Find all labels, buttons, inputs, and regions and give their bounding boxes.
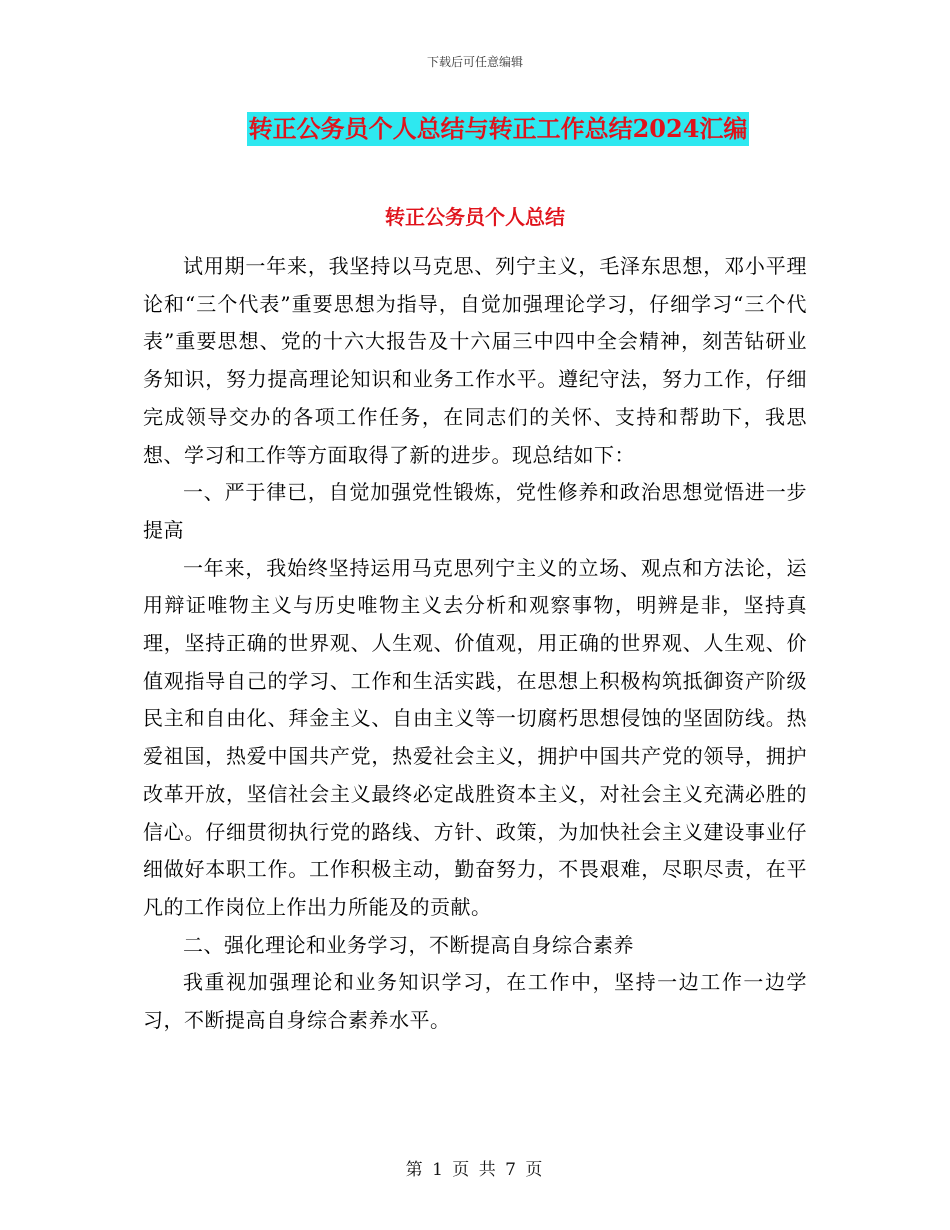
paragraph-body-1: 一年来，我始终坚持运用马克思列宁主义的立场、观点和方法论，运用辩证唯物主义与历史唯物主义去分析和观察事物，明辨是非，坚持真理，坚持正确的世界观、人生观、价值观，用正确的世界观、人生观、价值观指导自己的学习、工作和生活实践，在思想上积极构筑抵御资产阶级民主和自由化、拜金主义、自由主义等一切腐朽思想侵蚀的坚固防线。热爱祖国，热爱中国共产党，热爱社会主义，拥护中国共产党的领导，拥护改革开放，坚信社会主义最终必定战胜资本主义，对社会主义充满必胜的信心。仔细贯彻执行党的路线、方针、政策，为加快社会主义建设事业仔细做好本职工作。工作积极主动，勤奋努力，不畏艰难，尽职尽责，在平凡的工作岗位上作出力所能及的贡献。: [143, 555, 807, 919]
document-body: [143, 220, 807, 1040]
document-title-container: [0, 112, 950, 146]
header-note: 下载后可任意编辑: [426, 55, 523, 69]
document-title: 转正公务员个人总结与转正工作总结2024汇编: [247, 112, 750, 146]
section-title: 转正公务员个人总结: [385, 205, 565, 229]
paragraph-body-2: 我重视加强理论和业务知识学习，在工作中，坚持一边工作一边学习，不断提高自身综合素养水平。: [143, 970, 807, 1033]
page-number: 第 1 页 共 7 页: [405, 1160, 545, 1180]
paragraph-intro: 试用期一年来，我坚持以马克思、列宁主义，毛泽东思想，邓小平理论和“三个代表”重要思想为指导，自觉加强理论学习，仔细学习“三个代表”重要思想、党的十六大报告及十六届三中四中全会精神，刻苦钻研业务知识，努力提高理论知识和业务工作水平。遵纪守法，努力工作，仔细完成领导交办的各项工作任务，在同志们的关怀、支持和帮助下，我思想、学习和工作等方面取得了新的进步。现总结如下：: [143, 254, 807, 467]
paragraph-heading-1: 一、严于律已，自觉加强党性锻炼，党性修养和政治思想觉悟进一步提高: [143, 480, 807, 542]
paragraph-heading-2: 二、强化理论和业务学习，不断提高自身综合素养: [183, 932, 634, 957]
